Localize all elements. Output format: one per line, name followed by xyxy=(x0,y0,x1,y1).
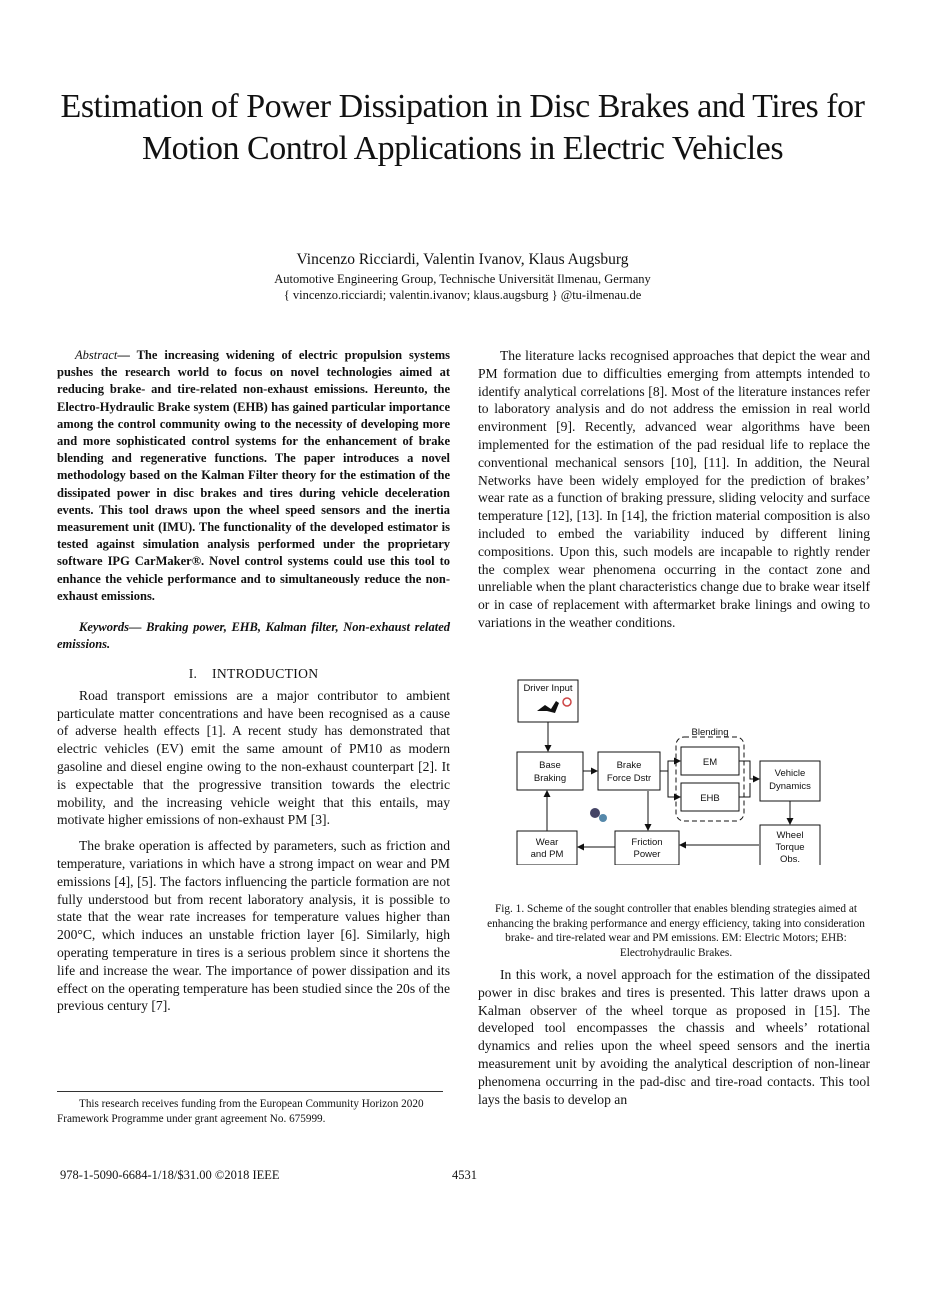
base-braking-box xyxy=(517,752,583,790)
vehicle-dynamics-line-1: Vehicle xyxy=(774,768,806,779)
abstract-text: — The increasing widening of electric propulsion systems pushes the research world to focus on novel technologies aimed at reducing brake- and tire-related non-exhaust emissions. Hereunto, the Electro-Hydraulic Brake system (EHB) has gained particular importance among the control community owing to the necessity of developing more and more sophisticated control systems for the enhancement of brake blending and regenerative functions. The paper introduces a novel methodology based on the Kalman Filter theory for the estimation of the dissipated power in disc brakes and tires during vehicle deceleration events. This tool draws upon the wheel speed sensors and the inertia measurement unit (IMU). The functionality of the developed estimator is tested against simulation analysis performed under the proprietary software IPG CarMaker®. Novel control systems could use this tool to enhance the vehicle performance and to simultaneously reduce the non-exhaust emissions. xyxy=(57,348,450,603)
author-emails: { vincenzo.ricciardi; valentin.ivanov; klaus.augsburg } @tu-ilmenau.de xyxy=(283,288,642,302)
right-column xyxy=(478,347,870,632)
arrow-force-to-ehb xyxy=(668,771,680,797)
base-braking-line-2: Braking xyxy=(533,773,567,784)
vehicle-dynamics-line-2: Dynamics xyxy=(769,781,811,792)
wear-pm-line-2: and PM xyxy=(530,849,564,860)
author-list: Vincenzo Ricciardi, Valentin Ivanov, Klaus Augsburg xyxy=(296,251,629,268)
footnote-divider xyxy=(57,1091,443,1092)
em-label: EM xyxy=(702,757,718,768)
figure-1-caption: Fig. 1. Scheme of the sought controller that enables blending strategies aimed at enhancing the braking performance and energy efficiency, taking into consideration brake- and tire-related wear and PM emissions. EM: Electric Motors; EHB: Electrohydraulic Brakes. xyxy=(487,903,865,959)
wheel-torque-line-3: Obs. xyxy=(779,854,801,865)
section-title: INTRODUCTION xyxy=(212,666,319,682)
arrow-force-to-em xyxy=(660,761,680,771)
keywords: Keywords— Braking power, EHB, Kalman filter, Non-exhaust related emissions. xyxy=(57,620,450,652)
right-column-continued xyxy=(478,966,870,1108)
abstract xyxy=(57,347,450,605)
wear-pm-line-1: Wear xyxy=(535,837,559,848)
contribution-paragraph: In this work, a novel approach for the estimation of the dissipated power in disc brakes and tires is presented. This latter draws upon a Kalman observer of the wheel torque as proposed in [15]. The developed tool encompasses the chassis and wheels’ rotational dynamics and relies upon the wheel speed sensors and the inertia measurement unit by avoiding the analytical description of non-linear phenomena occurring in the pad-disc and tire-road contacts. This tool lays the basis to develop an xyxy=(478,967,870,1107)
wheel-torque-line-1: Wheel xyxy=(776,830,804,841)
section-heading-introduction xyxy=(57,665,450,683)
section-number: I. xyxy=(188,666,198,682)
figure-1-block-diagram xyxy=(505,675,845,865)
brake-force-line-1: Brake xyxy=(616,760,642,771)
arrow-em-to-vehicle xyxy=(739,761,759,779)
emission-dot xyxy=(590,808,600,818)
funding-footnote: This research receives funding from the European Community Horizon 2020 Framework Programme under grant agreement No. 675999. xyxy=(57,1098,424,1125)
brake-force-line-2: Force Dstr xyxy=(606,773,652,784)
emission-dot xyxy=(599,814,607,822)
wheel-torque-line-2: Torque xyxy=(775,842,805,853)
intro-paragraph-1: Road transport emissions are a major contributor to ambient particulate matter concentrations and have been recognised as a cause of adverse health effects [1]. A recent study has demonstrated that electric vehicles (EV) emit the same amount of PM10 as modern gasoline and diesel engine owing to the non-exhaust counterpart [2]. It is expectable that the progressive transition towards the electric mobility, and the increasing vehicle weight that this entails, may motivate higher emissions of non-exhaust PM [3]. xyxy=(57,687,450,828)
intro-paragraph-2: The brake operation is affected by parameters, such as friction and temperature, variations in which have a strong impact on wear and PM emissions [4], [5]. The factors influencing the particle formation are not fully understood but from recent laboratory analysis, it is possible to state that the wear rate increases for temperature values higher than 200°C, which induces an unstable friction layer [6]. Similarly, high operating temperature in tires is a serious problem since it shortens the life and increase the wear. The importance of power dissipation and its effect on the operating temperature has been studied since the 20s of the previous century [7]. xyxy=(57,838,450,1014)
paper-title: Estimation of Power Dissipation in Disc Brakes and Tires for Motion Control Applications in Electric Vehicles xyxy=(60,88,865,167)
driver-input-label: Driver Input xyxy=(523,683,573,694)
left-column xyxy=(57,347,450,1015)
abstract-label: Abstract xyxy=(75,348,118,362)
literature-paragraph: The literature lacks recognised approaches that depict the wear and PM formation due to difficulties emerging from attempts intended to identify analytical correlations [8]. Most of the literature instances refer to laboratory analysis and do not address the emission in real world environment [9]. Recently, advanced wear algorithms have been implemented for the estimation of the pad residual life to replace the conventional mechanical sensors [10], [11]. In addition, the Neural Networks have been widely employed for the prediction of brakes’ wear rate as a function of braking pressure, sliding velocity and surface temperature [12], [13]. In [14], the friction material composition is also included to embed the variability induced by different lining compositions. Upon this, such models are incapable to rightly render the complex wear phenomena occurring in the contact zone and unreliable when the plant characteristics change due to brake wear itself or in case of replacement with aftermarket brake linings and owing to variations in the weather conditions. xyxy=(478,348,870,630)
blending-label: Blending xyxy=(691,727,729,738)
page-number: 4531 xyxy=(452,1168,477,1182)
emission-icon xyxy=(590,808,607,822)
ehb-label: EHB xyxy=(700,793,720,804)
friction-power-line-1: Friction xyxy=(631,837,663,848)
friction-power-line-2: Power xyxy=(633,849,661,860)
affiliation: Automotive Engineering Group, Technische Universität Ilmenau, Germany xyxy=(274,272,651,286)
copyright-line: 978-1-5090-6684-1/18/$31.00 ©2018 IEEE xyxy=(60,1168,280,1182)
brake-force-box xyxy=(598,752,660,790)
base-braking-line-1: Base xyxy=(539,760,561,771)
